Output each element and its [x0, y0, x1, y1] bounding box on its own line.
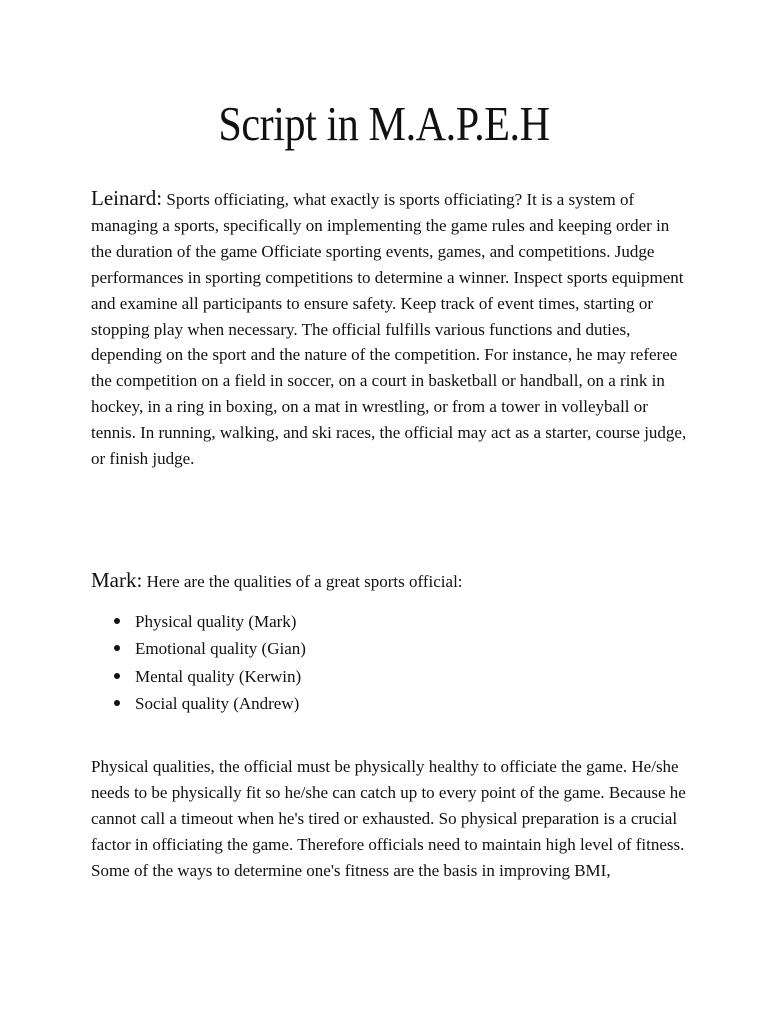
physical-qualities-paragraph: Physical qualities, the official must be physically healthy to officiate the game. He/she needs to be physically fit so he/she can catch up to every point of the game. Because he cannot call a timeout when he's tired or exhausted. So physical preparation is a crucial factor in officiating the game. Therefore officials need to maintain high level of fitness. Some of the ways to determine one's fitness are the basis in improving BMI, — [91, 757, 686, 880]
mark-paragraph — [91, 568, 691, 595]
page-title: Script in M.A.P.E.H — [218, 96, 550, 151]
list-item — [91, 608, 306, 635]
list-item — [91, 635, 306, 662]
qualities-list — [91, 608, 306, 717]
speaker-name: Leinard: — [91, 186, 163, 210]
list-item-text: Mental quality (Kerwin) — [135, 666, 302, 686]
paragraph-text: Here are the qualities of a great sports official: — [142, 572, 463, 591]
list-item — [91, 690, 306, 717]
speaker-name: Mark: — [91, 568, 143, 592]
bullet-icon — [114, 645, 120, 651]
list-item-text: Physical quality (Mark) — [135, 612, 297, 631]
bullet-icon — [114, 700, 120, 706]
paragraph-text: Sports officiating, what exactly is sports officiating? It is a system of managing a sports, specifically on implementing the game rules and keeping order in the duration of the game Officiate sporting events, games, and competitions. Judge performances in sporting competitions to determine a winner. Inspect sports equipment and examine all participants to ensure safety. Keep track of event times, starting or stopping play when necessary. The official fulfills various functions and duties, depending on the sport and the nature of the competition. For instance, he may referee the competition on a field in soccer, on a court in basketball or handball, on a rink in hockey, in a ring in boxing, on a mat in wrestling, or from a tower in volleyball or tennis. In running, walking, and ski races, the official may act as a starter, course judge, or finish judge. — [91, 190, 687, 469]
bullet-icon — [114, 673, 120, 679]
list-item-text: Social quality (Andrew) — [135, 693, 300, 713]
list-item-text: Emotional quality (Gian) — [135, 639, 306, 659]
list-item — [91, 663, 306, 690]
bullet-icon — [114, 618, 120, 624]
leinard-paragraph — [91, 186, 691, 472]
